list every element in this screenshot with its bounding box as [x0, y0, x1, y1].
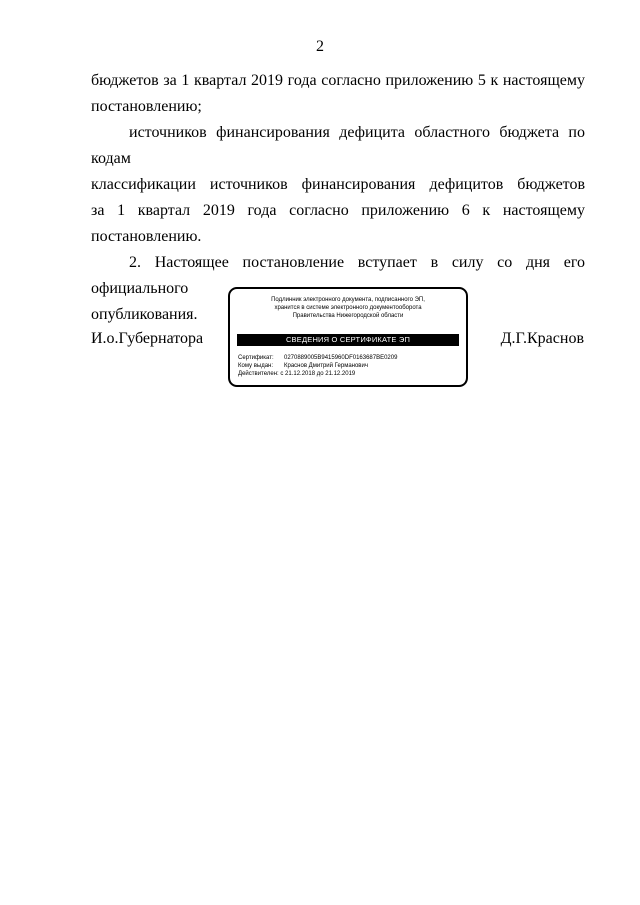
text-line: классификации источников финансирования дефицитов бюджетов: [91, 176, 585, 193]
stamp-header: [230, 296, 466, 320]
certificate-label: Сертификат:: [238, 355, 274, 361]
text-line: источников финансирования дефицита областного бюджета по кодам: [91, 124, 585, 167]
stamp-header-line: Подлинник электронного документа, подписанного ЭП,: [271, 297, 425, 303]
issued-to-value: Краснов Дмитрий Германович: [284, 363, 368, 369]
text-line: опубликования.: [91, 306, 198, 323]
stamp-header-line: хранится в системе электронного документооборота: [274, 305, 422, 311]
text-line: постановлению;: [91, 98, 202, 115]
issued-to-row: [238, 362, 397, 370]
signatory-name: Д.Г.Краснов: [500, 330, 584, 347]
stamp-title: СВЕДЕНИЯ О СЕРТИФИКАТЕ ЭП: [237, 334, 459, 346]
text-line: бюджетов за 1 квартал 2019 года согласно приложению 5 к настоящему: [91, 72, 585, 89]
text-line: 2. Настоящее постановление вступает в силу со дня его официального: [91, 254, 585, 297]
paragraph-deficit-sources: [91, 120, 585, 250]
stamp-certificate-info: [238, 354, 397, 378]
validity-value: с 21.12.2018 до 21.12.2019: [280, 371, 356, 377]
signatory-position: И.о.Губернатора: [91, 330, 204, 347]
page-number: 2: [316, 38, 324, 55]
paragraph-budget-annex-5: [91, 68, 585, 120]
validity-row: [238, 370, 397, 378]
electronic-signature-stamp: [228, 287, 468, 387]
validity-label: Действителен:: [238, 371, 279, 377]
certificate-value: 0270889005B9415960DF0163687BE0209: [284, 355, 398, 361]
certificate-row: [238, 354, 397, 362]
text-line: постановлению.: [91, 228, 202, 245]
issued-to-label: Кому выдан:: [238, 363, 274, 369]
stamp-header-line: Правительства Нижегородской области: [292, 313, 404, 319]
text-line: за 1 квартал 2019 года согласно приложению 6 к настоящему: [91, 202, 585, 219]
